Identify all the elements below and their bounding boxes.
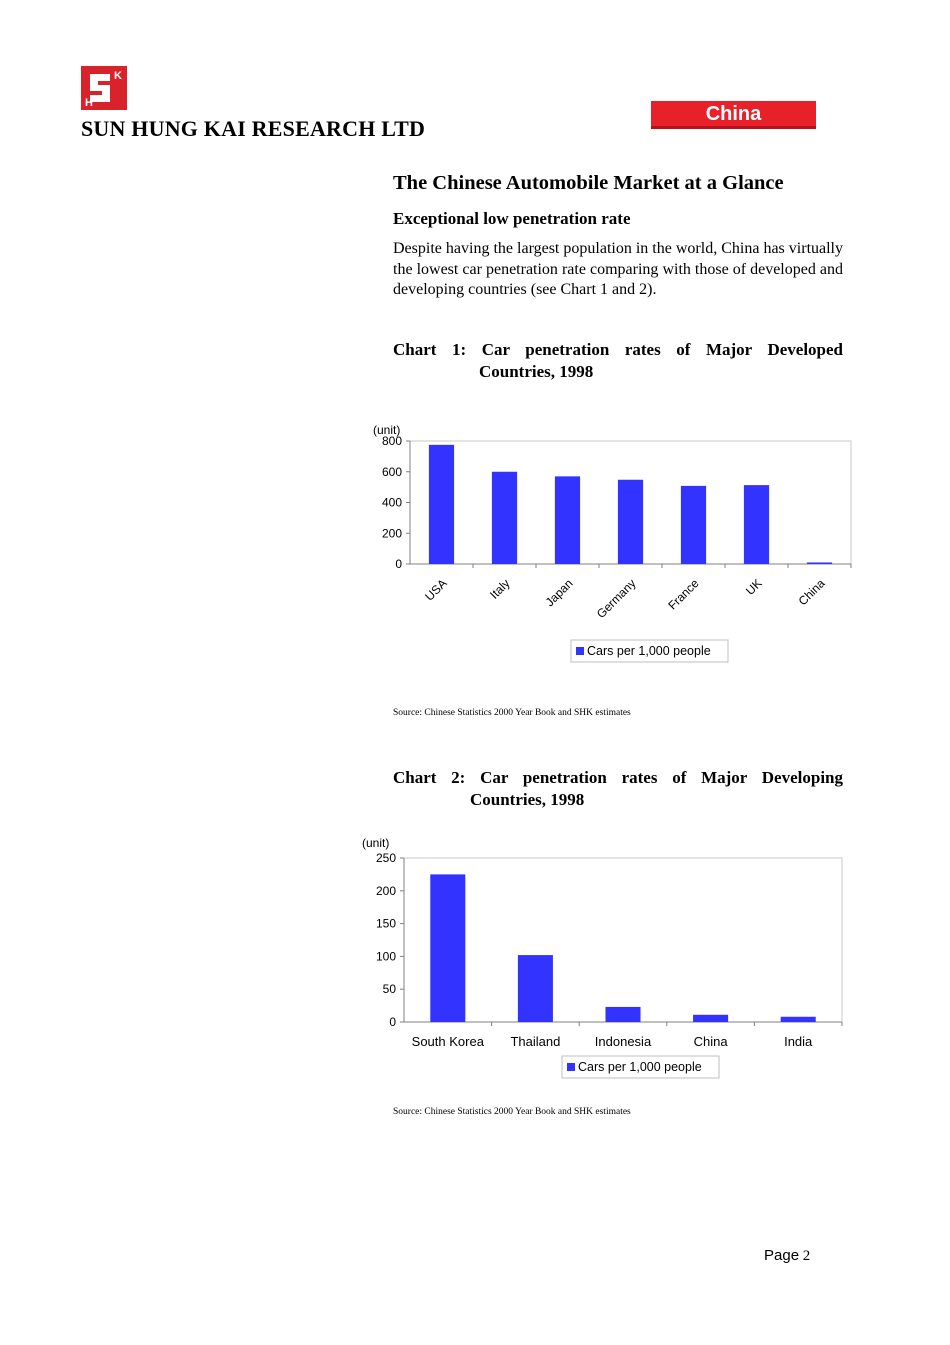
chart1-x-tick-label: USA: [422, 576, 450, 604]
chart2-plot-frame: [404, 858, 842, 1022]
region-badge: China: [651, 101, 816, 129]
page-number-value: 2: [802, 1248, 811, 1264]
chart1-y-tick-label: 600: [381, 464, 402, 479]
chart1-bar: [681, 486, 706, 564]
chart1-x-tick-label: Germany: [593, 576, 639, 622]
chart2-y-tick-label: 100: [375, 949, 396, 964]
chart1-title-line1: Chart 1: Car penetration rates of Major Developed: [393, 340, 843, 359]
chart1-legend-label: Cars per 1,000 people: [587, 644, 711, 658]
chart2-y-tick-label: 250: [375, 851, 396, 865]
chart2-legend-label: Cars per 1,000 people: [578, 1060, 702, 1074]
chart1-y-tick-label: 200: [381, 526, 402, 541]
chart2-bar: [605, 1007, 640, 1022]
chart2-y-tick-label: 0: [389, 1015, 396, 1029]
chart1-title-line2: Countries, 1998: [479, 362, 594, 381]
chart1-title: [393, 339, 843, 383]
article-subhead: Exceptional low penetration rate: [393, 209, 631, 228]
chart1-bar: [744, 485, 769, 564]
logo-letter-k: K: [114, 70, 122, 82]
logo-letter-h: H: [85, 97, 93, 109]
chart2-x-tick-label: Indonesia: [594, 1034, 652, 1049]
chart2-plot: [350, 830, 855, 1085]
chart1-x-tick-label: Japan: [542, 576, 576, 610]
chart1-y-tick-label: 800: [381, 434, 402, 448]
chart2-bar: [430, 874, 465, 1022]
chart2-x-tick-label: Thailand: [510, 1034, 561, 1049]
logo-letter-s: S: [31, 16, 32, 17]
chart2-source: Source: Chinese Statistics 2000 Year Book and SHK estimates: [393, 1107, 631, 1117]
chart1-y-unit-label: (unit): [373, 423, 401, 437]
chart2-legend-swatch: [567, 1063, 575, 1071]
chart1-bar: [429, 445, 454, 564]
chart1-x-tick-label: China: [795, 576, 828, 609]
article-title: The Chinese Automobile Market at a Glance: [393, 172, 784, 194]
article-paragraph: Despite having the largest population in the world, China has virtually the lowest car penetration rate comparing with those of developed and developing countries (see Chart 1 and 2).: [393, 240, 843, 298]
chart1-bar: [555, 476, 580, 564]
chart2-bar: [781, 1017, 816, 1022]
chart2-title: [393, 767, 843, 811]
chart2-title-line1: Chart 2: Car penetration rates of Major Developing: [393, 768, 843, 787]
chart2-y-tick-label: 150: [375, 916, 396, 931]
chart2-x-tick-label: South Korea: [411, 1034, 484, 1049]
company-logo: [31, 16, 127, 110]
chart2-title-line2: Countries, 1998: [470, 790, 585, 809]
company-name: SUN HUNG KAI RESEARCH LTD: [81, 116, 426, 141]
page-label: Page: [764, 1247, 800, 1264]
chart1-x-tick-label: Italy: [487, 576, 513, 602]
chart2-y-tick-label: 200: [375, 883, 396, 898]
chart1-bar: [492, 472, 517, 564]
chart1-source: Source: Chinese Statistics 2000 Year Book and SHK estimates: [393, 708, 631, 718]
chart2-y-unit-label: (unit): [362, 836, 390, 850]
chart2-bar: [518, 955, 553, 1022]
chart1-y-tick-label: 0: [395, 557, 402, 571]
chart1-bar: [807, 562, 832, 564]
page-number: [764, 1247, 810, 1265]
chart2-bar: [693, 1015, 728, 1022]
chart2-x-tick-label: China: [693, 1034, 728, 1049]
chart1-plot: [360, 420, 860, 670]
chart1-x-tick-label: France: [665, 576, 702, 613]
chart1-y-tick-label: 400: [381, 495, 402, 510]
chart1-legend-swatch: [576, 647, 584, 655]
chart2-y-tick-label: 50: [382, 982, 396, 997]
chart1-bar: [618, 480, 643, 564]
chart2-x-tick-label: India: [784, 1034, 813, 1049]
chart1-x-tick-label: UK: [742, 576, 765, 598]
